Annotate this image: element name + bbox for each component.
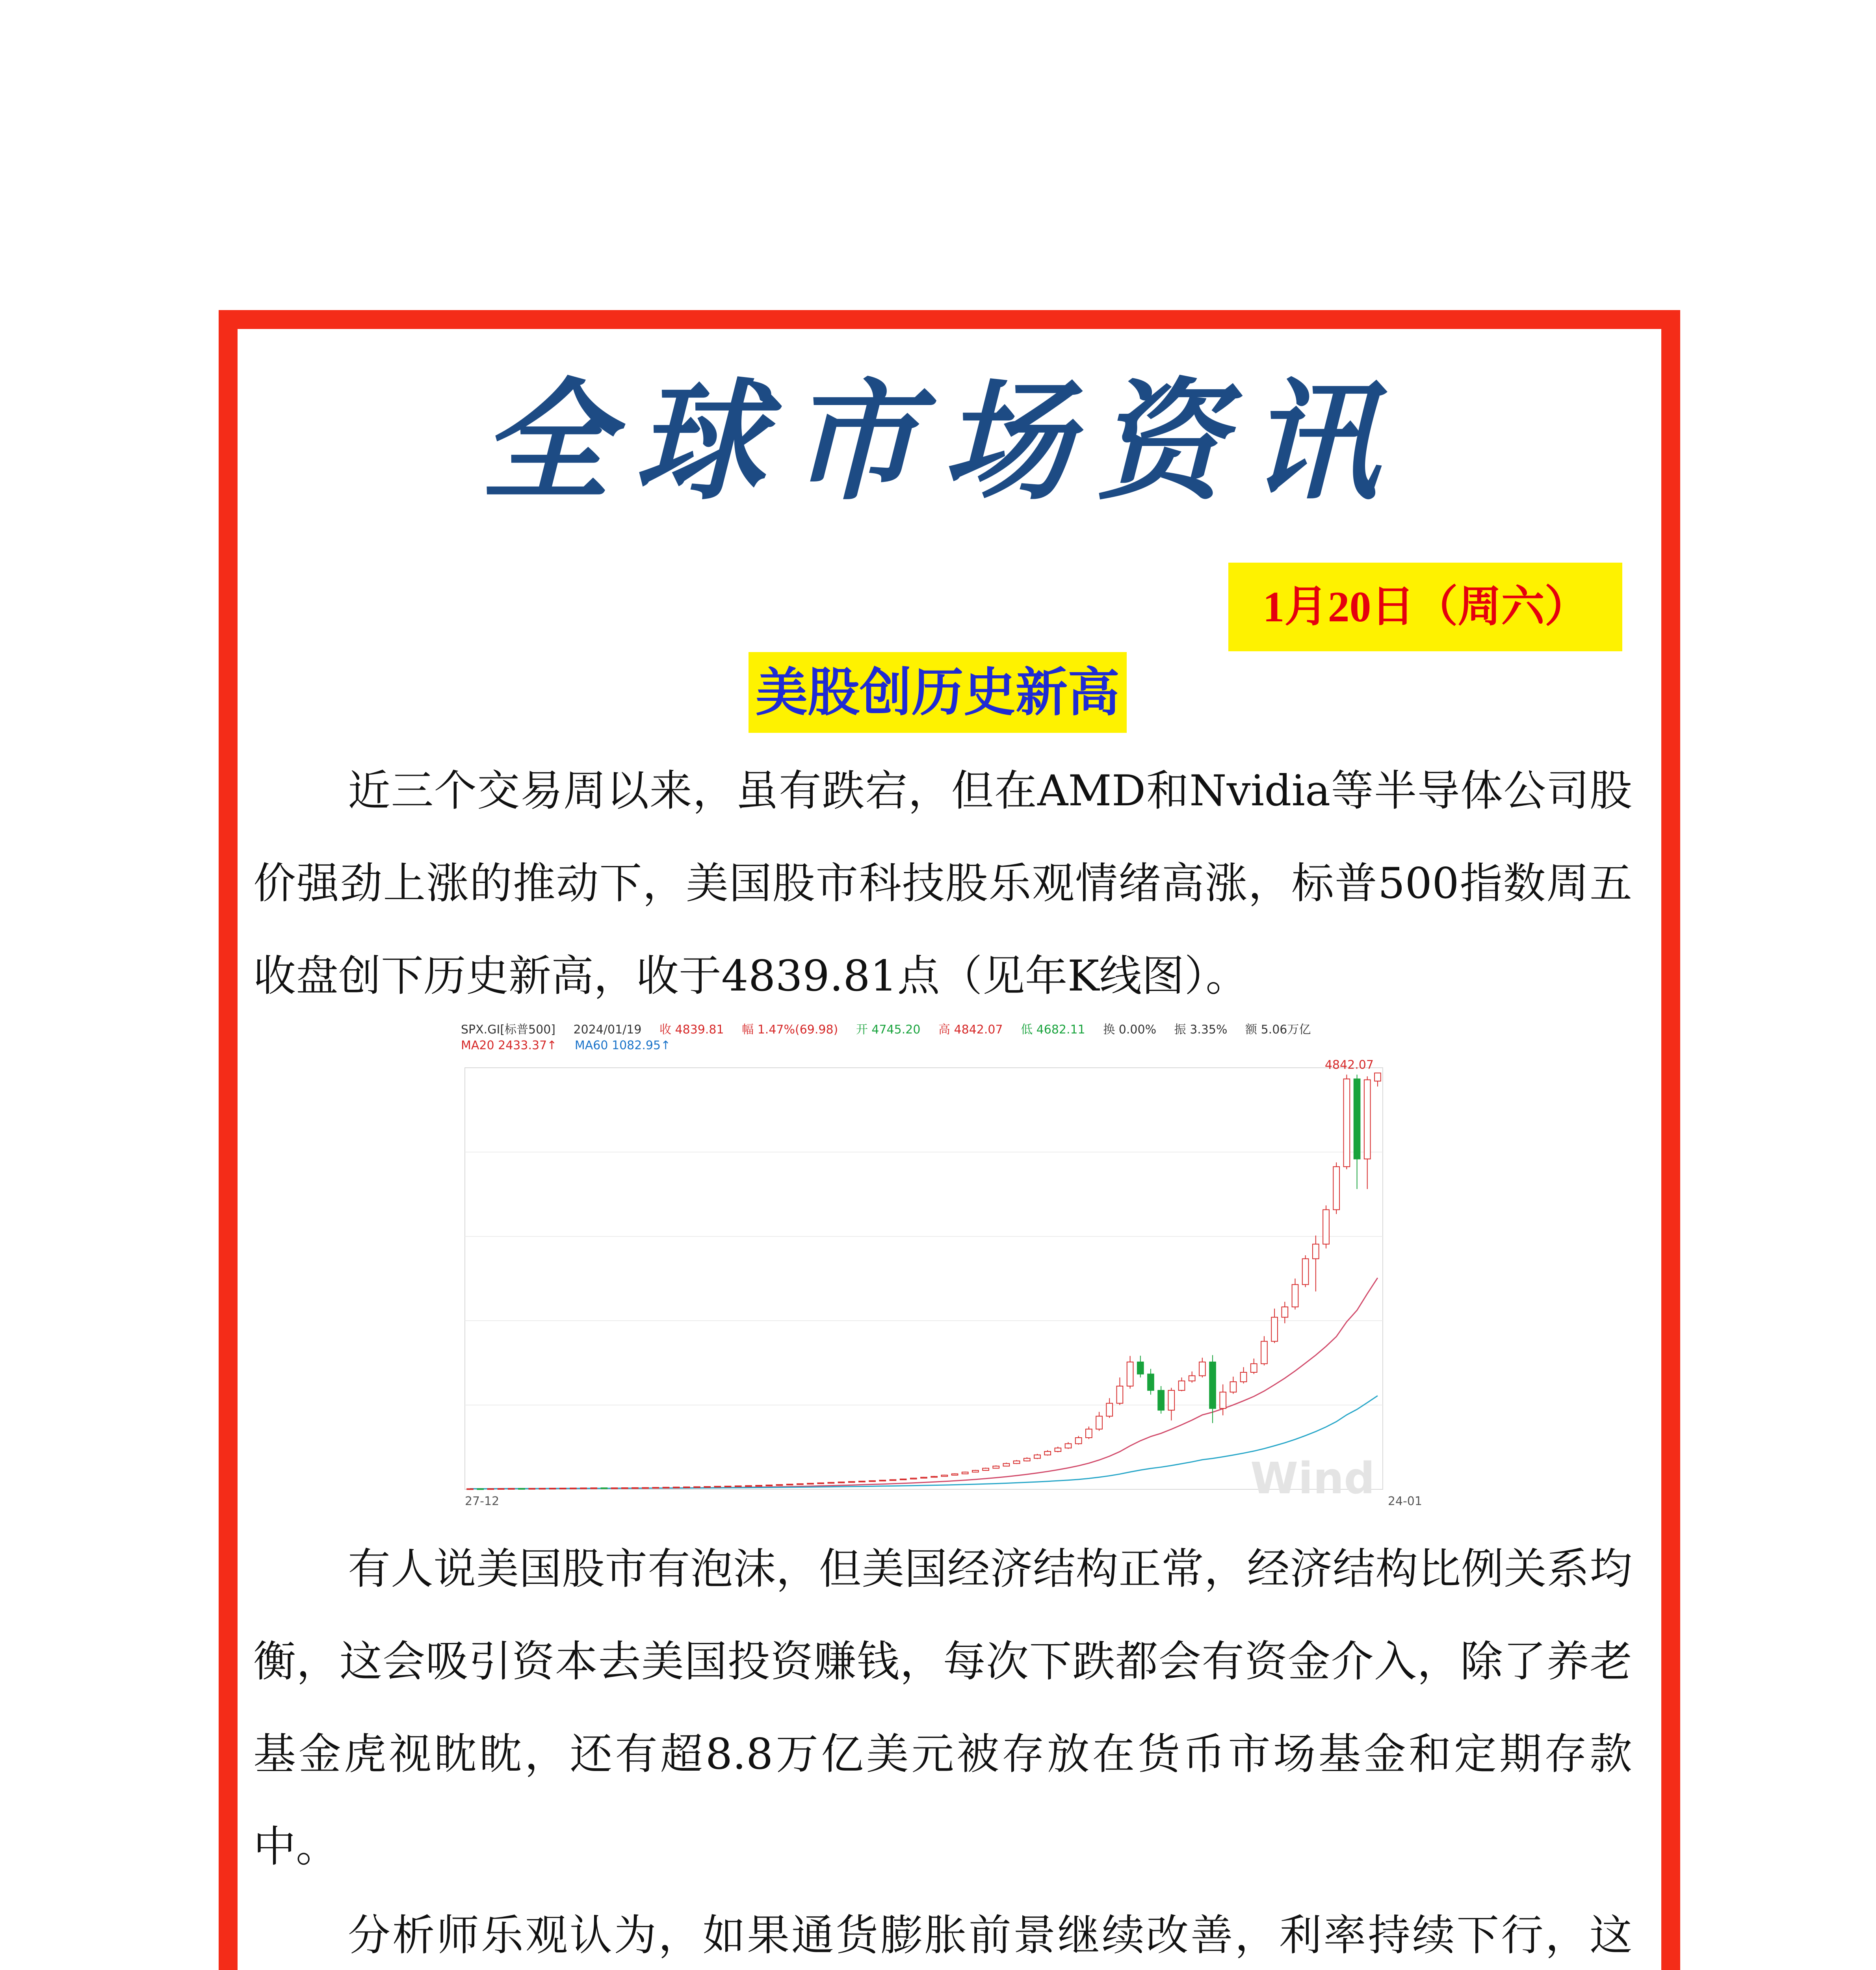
candle-body <box>1148 1374 1154 1390</box>
candle-body <box>725 1486 731 1487</box>
candle-body <box>642 1488 648 1489</box>
chart-date: 2024/01/19 <box>573 1023 642 1037</box>
candle-body <box>921 1477 927 1478</box>
page-title: 全球市场资讯 <box>481 365 1402 518</box>
candle-body <box>890 1480 896 1481</box>
chart-close: 收 4839.81 <box>659 1023 724 1037</box>
chart-turnover: 换 0.00% <box>1103 1023 1157 1037</box>
candle-body <box>1354 1079 1360 1159</box>
candle-body <box>993 1466 999 1468</box>
candle-body <box>1282 1307 1288 1317</box>
candle-body <box>838 1482 845 1483</box>
candle-body <box>1014 1461 1020 1464</box>
chart-frame <box>465 1068 1383 1489</box>
candle-body <box>550 1488 556 1489</box>
candle-body <box>1158 1390 1164 1410</box>
candle-body <box>1034 1455 1040 1459</box>
candle-body <box>879 1480 886 1481</box>
chart-ma20-label: MA20 2433.37↑ <box>461 1039 557 1052</box>
chart-open: 开 4745.20 <box>856 1023 921 1037</box>
candle-body <box>601 1488 607 1489</box>
sp500-candlestick-chart <box>457 1017 1426 1513</box>
candle-body <box>1344 1079 1350 1167</box>
ma20-line <box>470 1278 1378 1489</box>
candle-body <box>570 1488 576 1489</box>
candle-body <box>1199 1362 1205 1376</box>
candle-body <box>1261 1341 1267 1364</box>
chart-change: 幅 1.47%(69.98) <box>742 1023 838 1037</box>
candle-body <box>715 1486 721 1487</box>
candle-body <box>1209 1362 1216 1409</box>
candle-body <box>735 1486 741 1487</box>
paragraph-3: 分析师乐观认为，如果通货膨胀前景继续改善，利率持续下行，这 <box>348 1911 1632 1960</box>
chart-high: 高 4842.07 <box>938 1023 1003 1037</box>
chart-header <box>457 1017 1426 1060</box>
candle-body <box>580 1488 587 1489</box>
candle-body <box>849 1481 855 1482</box>
candle-body <box>787 1484 793 1485</box>
candle-body <box>1251 1364 1257 1372</box>
candle-body <box>1137 1362 1144 1374</box>
candle-body <box>1065 1444 1072 1448</box>
candle-body <box>1241 1372 1247 1382</box>
candle-body <box>859 1481 865 1482</box>
candle-body <box>1055 1448 1061 1451</box>
candle-body <box>1364 1080 1371 1159</box>
candle-body <box>611 1488 618 1489</box>
candle-body <box>1086 1429 1092 1438</box>
candle-body <box>931 1476 937 1477</box>
chart-amount: 额 5.06万亿 <box>1245 1023 1311 1037</box>
candle-body <box>622 1488 628 1489</box>
candle-body <box>962 1472 968 1474</box>
candle-body <box>1044 1451 1051 1455</box>
candle-body <box>1117 1386 1123 1403</box>
candle-body <box>1271 1317 1278 1341</box>
candle-body <box>1096 1416 1102 1429</box>
paragraph-1: 近三个交易周以来，虽有跌宕，但在AMD和Nvidia等半导体公司股价强劲上涨的推动下，美国股市科技股乐观情绪高涨，标普500指数周五收盘创下历史新高，收于4839.81点（见年K线图）。 <box>253 766 1632 1001</box>
chart-ma60-label: MA60 1082.95↑ <box>574 1039 671 1052</box>
candle-body <box>1075 1438 1082 1444</box>
candle-body <box>1313 1244 1319 1259</box>
candle-body <box>1106 1403 1113 1416</box>
chart-plot <box>457 1060 1426 1513</box>
wind-watermark: Wind <box>1250 1453 1375 1504</box>
paragraph-2: 有人说美国股市有泡沫，但美国经济结构正常，经济结构比例关系均衡，这会吸引资本去美国投资赚钱，每次下跌都会有资金介入，除了养老基金虎视眈眈，还有超8.8万亿美元被存放在货币市场基金和定期存款中。 <box>253 1544 1632 1872</box>
candle-body <box>983 1468 989 1470</box>
candle-body <box>1230 1382 1237 1392</box>
candle-body <box>1127 1362 1133 1386</box>
candle-body <box>1220 1392 1226 1408</box>
candle-body <box>952 1474 958 1475</box>
candle-body <box>652 1487 659 1488</box>
ma60-line <box>470 1396 1378 1489</box>
candle-body <box>817 1483 824 1484</box>
candle-body <box>1003 1463 1010 1466</box>
date-label: 1月20日（周六） <box>1228 563 1622 651</box>
candle-body <box>745 1486 752 1487</box>
headline: 美股创历史新高 <box>749 652 1127 733</box>
candle-body <box>1292 1284 1298 1307</box>
candle-body <box>663 1487 669 1488</box>
candle-body <box>673 1487 680 1488</box>
candle-body <box>807 1483 814 1484</box>
candle-body <box>756 1485 762 1486</box>
candle-body <box>560 1488 566 1489</box>
candle-body <box>1024 1458 1030 1461</box>
candle-body <box>1374 1073 1381 1081</box>
candle-body <box>1323 1210 1329 1244</box>
chart-symbol: SPX.GI[标普500] <box>461 1023 555 1037</box>
candle-body <box>684 1487 690 1488</box>
candle-body <box>591 1488 597 1489</box>
candle-body <box>797 1484 803 1485</box>
x-axis-start-label: 27-12 <box>465 1494 500 1508</box>
candle-body <box>766 1485 772 1486</box>
chart-high-label: 4842.07 <box>1324 1060 1374 1072</box>
candle-body <box>910 1478 917 1479</box>
candle-body <box>1333 1167 1339 1210</box>
candle-body <box>632 1488 638 1489</box>
candle-body <box>1168 1390 1174 1410</box>
chart-low: 低 4682.11 <box>1021 1023 1085 1037</box>
candle-body <box>900 1479 906 1480</box>
candle-body <box>1302 1259 1309 1285</box>
candle-body <box>942 1475 948 1476</box>
x-axis-end-label: 24-01 <box>1387 1494 1422 1508</box>
candle-body <box>539 1488 545 1489</box>
candle-body <box>972 1470 979 1472</box>
candle-body <box>1179 1381 1185 1390</box>
candle-body <box>1189 1376 1195 1381</box>
chart-amplitude: 振 3.35% <box>1174 1023 1228 1037</box>
